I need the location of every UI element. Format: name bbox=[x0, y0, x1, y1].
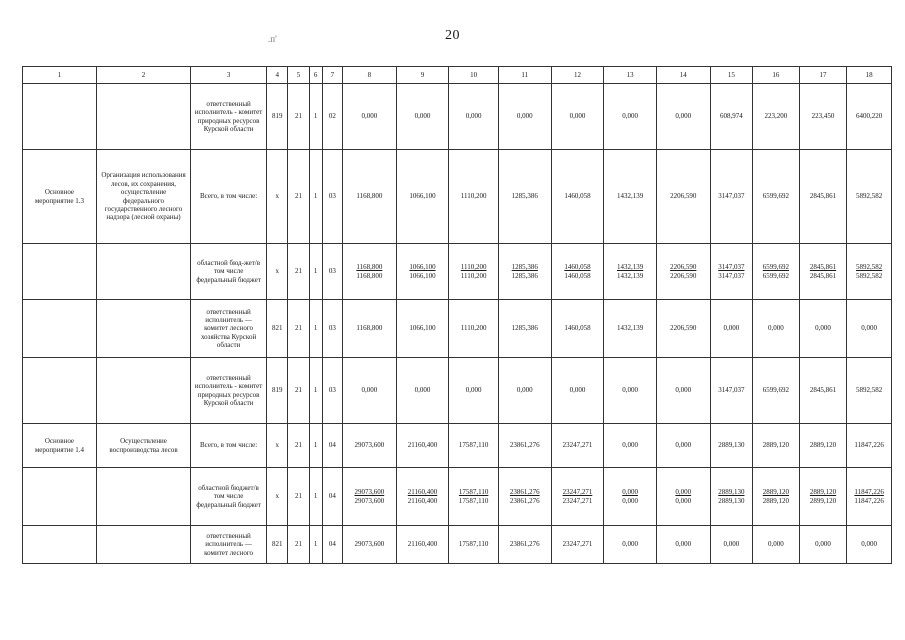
federal-budget-value: 21160,400 bbox=[407, 496, 438, 505]
activity-cell bbox=[23, 244, 97, 300]
description-cell: Организация использования лесов, их сохранения, осуществление федерального государственного лесного надзора (лесной охраны) bbox=[96, 150, 190, 244]
amount-cell: 0,000 bbox=[656, 526, 710, 564]
amount-cell: 0,000 bbox=[656, 358, 710, 424]
amount-cell: 1432,139 bbox=[604, 300, 657, 358]
federal-budget-value: 1460,058 bbox=[564, 271, 591, 280]
amount-cell: 0,000 bbox=[396, 84, 449, 150]
amount-cell bbox=[449, 468, 499, 526]
header-row bbox=[23, 67, 892, 84]
regional-budget-value: 2889,130 bbox=[718, 488, 745, 497]
federal-budget-value: 2845,861 bbox=[809, 271, 837, 280]
amount-cell: 0,000 bbox=[343, 358, 397, 424]
amount-cell: 0,000 bbox=[551, 84, 604, 150]
amount-cell bbox=[847, 244, 892, 300]
description-cell bbox=[96, 84, 190, 150]
regional-budget-value: 29073,600 bbox=[354, 488, 385, 497]
column-header-5: 5 bbox=[288, 67, 309, 84]
amount-cell bbox=[604, 244, 657, 300]
amount-cell: 17587,110 bbox=[449, 526, 499, 564]
amount-cell: 1460,058 bbox=[551, 300, 604, 358]
page-number: 20 bbox=[445, 28, 460, 43]
table-row bbox=[23, 300, 892, 358]
amount-cell bbox=[396, 468, 449, 526]
amount-cell bbox=[656, 244, 710, 300]
column-header-4: 4 bbox=[267, 67, 288, 84]
amount-cell: 3147,037 bbox=[710, 358, 753, 424]
amount-cell bbox=[604, 468, 657, 526]
amount-cell bbox=[710, 468, 753, 526]
amount-cell: 1066,100 bbox=[396, 150, 449, 244]
regional-budget-value: 6599,692 bbox=[762, 263, 790, 272]
amount-cell: 17587,110 bbox=[449, 424, 499, 468]
subsection-code-cell: 1 bbox=[309, 526, 322, 564]
grbs-code-cell: 819 bbox=[267, 358, 288, 424]
column-header-10: 10 bbox=[449, 67, 499, 84]
activity-cell: Основное мероприятие 1.4 bbox=[23, 424, 97, 468]
amount-cell: 223,450 bbox=[799, 84, 847, 150]
regional-budget-value: 2206,590 bbox=[670, 263, 697, 272]
federal-budget-value: 0,000 bbox=[622, 496, 638, 505]
description-cell bbox=[96, 358, 190, 424]
amount-cell: 2206,590 bbox=[656, 150, 710, 244]
amount-cell: 3147,037 bbox=[710, 150, 753, 244]
subsection-code-cell: 1 bbox=[309, 244, 322, 300]
column-header-13: 13 bbox=[604, 67, 657, 84]
section-code-cell: 21 bbox=[288, 526, 309, 564]
activity-cell bbox=[23, 526, 97, 564]
federal-budget-value: 1285,386 bbox=[511, 271, 538, 280]
target-code-cell: 03 bbox=[322, 150, 342, 244]
amount-cell: 0,000 bbox=[710, 526, 753, 564]
target-code-cell: 03 bbox=[322, 300, 342, 358]
federal-budget-value: 2206,590 bbox=[670, 271, 697, 280]
regional-budget-value: 3147,037 bbox=[718, 263, 745, 272]
table-row bbox=[23, 424, 892, 468]
section-code-cell: 21 bbox=[288, 244, 309, 300]
funding-source-cell: областной бюджет/в том числе федеральный бюджет bbox=[191, 468, 267, 526]
regional-budget-value: 21160,400 bbox=[407, 488, 438, 497]
regional-budget-value: 1285,386 bbox=[511, 263, 538, 272]
amount-cell bbox=[799, 468, 847, 526]
amount-cell bbox=[551, 244, 604, 300]
amount-cell bbox=[847, 468, 892, 526]
target-code-cell: 03 bbox=[322, 244, 342, 300]
column-header-17: 17 bbox=[799, 67, 847, 84]
amount-cell: 6599,692 bbox=[753, 358, 800, 424]
amount-cell: 0,000 bbox=[753, 300, 800, 358]
description-cell: Осуществление воспроизводства лесов bbox=[96, 424, 190, 468]
target-code-cell: 04 bbox=[322, 468, 342, 526]
funding-source-cell: ответственный исполнитель — комитет лесного хозяйства Курской области bbox=[191, 300, 267, 358]
amount-cell: 0,000 bbox=[753, 526, 800, 564]
subsection-code-cell: 1 bbox=[309, 84, 322, 150]
section-code-cell: 21 bbox=[288, 424, 309, 468]
regional-budget-value: 2889,120 bbox=[809, 488, 837, 497]
activity-cell bbox=[23, 300, 97, 358]
amount-cell: 1110,200 bbox=[449, 300, 499, 358]
amount-cell: 1066,100 bbox=[396, 300, 449, 358]
federal-budget-value: 2889,130 bbox=[718, 496, 745, 505]
amount-cell: 5892,582 bbox=[847, 150, 892, 244]
activity-cell bbox=[23, 84, 97, 150]
amount-cell bbox=[710, 244, 753, 300]
federal-budget-value: 1066,100 bbox=[409, 271, 436, 280]
federal-budget-value: 11847,226 bbox=[854, 496, 884, 505]
amount-cell: 0,000 bbox=[656, 424, 710, 468]
amount-cell: 0,000 bbox=[847, 300, 892, 358]
column-header-15: 15 bbox=[710, 67, 753, 84]
amount-cell: 11847,226 bbox=[847, 424, 892, 468]
funding-source-cell: Всего, в том числе: bbox=[191, 150, 267, 244]
regional-budget-value: 23247,271 bbox=[562, 488, 593, 497]
amount-cell: 29073,600 bbox=[343, 526, 397, 564]
amount-cell bbox=[753, 468, 800, 526]
federal-budget-value: 1168,800 bbox=[356, 271, 383, 280]
target-code-cell: 04 bbox=[322, 526, 342, 564]
funding-source-cell: Всего, в том числе: bbox=[191, 424, 267, 468]
amount-cell: 0,000 bbox=[449, 84, 499, 150]
section-code-cell: 21 bbox=[288, 300, 309, 358]
federal-budget-value: 29073,600 bbox=[354, 496, 385, 505]
description-cell bbox=[96, 300, 190, 358]
amount-cell: 0,000 bbox=[498, 358, 551, 424]
amount-cell bbox=[498, 468, 551, 526]
amount-cell: 1110,200 bbox=[449, 150, 499, 244]
amount-cell: 23247,271 bbox=[551, 526, 604, 564]
amount-cell: 21160,400 bbox=[396, 424, 449, 468]
amount-cell: 0,000 bbox=[396, 358, 449, 424]
amount-cell bbox=[753, 244, 800, 300]
grbs-code-cell: 821 bbox=[267, 526, 288, 564]
activity-cell bbox=[23, 468, 97, 526]
amount-cell: 1285,386 bbox=[498, 150, 551, 244]
table-row bbox=[23, 244, 892, 300]
section-code-cell: 21 bbox=[288, 358, 309, 424]
amount-cell: 0,000 bbox=[604, 84, 657, 150]
regional-budget-value: 1168,800 bbox=[356, 263, 383, 272]
funding-source-cell: областной бюд-жет/в том числе федеральный бюджет bbox=[191, 244, 267, 300]
amount-cell: 23861,276 bbox=[498, 526, 551, 564]
amount-cell bbox=[343, 468, 397, 526]
amount-cell: 0,000 bbox=[604, 424, 657, 468]
amount-cell: 2845,861 bbox=[799, 150, 847, 244]
table-body bbox=[23, 84, 892, 564]
federal-budget-value: 5892,582 bbox=[856, 271, 883, 280]
federal-budget-value: 1432,139 bbox=[616, 271, 644, 280]
description-cell bbox=[96, 526, 190, 564]
amount-cell: 29073,600 bbox=[343, 424, 397, 468]
column-header-8: 8 bbox=[343, 67, 397, 84]
column-header-2: 2 bbox=[96, 67, 190, 84]
funding-source-cell: ответственный исполнитель - комитет природных ресурсов Курской области bbox=[191, 84, 267, 150]
regional-budget-value: 1110,200 bbox=[460, 263, 487, 272]
federal-budget-value: 2889,120 bbox=[762, 496, 790, 505]
federal-budget-value: 23861,276 bbox=[509, 496, 540, 505]
regional-budget-value: 5892,582 bbox=[856, 263, 883, 272]
funding-source-cell: ответственный исполнитель — комитет лесного bbox=[191, 526, 267, 564]
subsection-code-cell: 1 bbox=[309, 424, 322, 468]
amount-cell: 0,000 bbox=[799, 300, 847, 358]
section-code-cell: 21 bbox=[288, 84, 309, 150]
regional-budget-value: 1460,058 bbox=[564, 263, 591, 272]
amount-cell: 0,000 bbox=[799, 526, 847, 564]
target-code-cell: 02 bbox=[322, 84, 342, 150]
grbs-code-cell: х bbox=[267, 150, 288, 244]
funding-source-cell: ответственный исполнитель - комитет природных ресурсов Курской области bbox=[191, 358, 267, 424]
amount-cell: 0,000 bbox=[551, 358, 604, 424]
table-row bbox=[23, 358, 892, 424]
grbs-code-cell: 819 bbox=[267, 84, 288, 150]
regional-budget-value: 23861,276 bbox=[509, 488, 540, 497]
federal-budget-value: 6599,692 bbox=[762, 271, 790, 280]
column-header-3: 3 bbox=[191, 67, 267, 84]
federal-budget-value: 2899,120 bbox=[809, 496, 837, 505]
grbs-code-cell: х bbox=[267, 244, 288, 300]
amount-cell: 1168,800 bbox=[343, 300, 397, 358]
amount-cell: 2889,120 bbox=[799, 424, 847, 468]
column-header-16: 16 bbox=[753, 67, 800, 84]
amount-cell: 5892,582 bbox=[847, 358, 892, 424]
column-header-11: 11 bbox=[498, 67, 551, 84]
regional-budget-value: 1432,139 bbox=[616, 263, 644, 272]
section-code-cell: 21 bbox=[288, 468, 309, 526]
amount-cell: 0,000 bbox=[343, 84, 397, 150]
target-code-cell: 03 bbox=[322, 358, 342, 424]
subsection-code-cell: 1 bbox=[309, 468, 322, 526]
federal-budget-value: 3147,037 bbox=[718, 271, 745, 280]
amount-cell: 2889,120 bbox=[753, 424, 800, 468]
federal-budget-value: 1110,200 bbox=[460, 271, 487, 280]
amount-cell: 23247,271 bbox=[551, 424, 604, 468]
amount-cell: 0,000 bbox=[604, 526, 657, 564]
amount-cell bbox=[449, 244, 499, 300]
amount-cell: 2845,861 bbox=[799, 358, 847, 424]
column-header-9: 9 bbox=[396, 67, 449, 84]
target-code-cell: 04 bbox=[322, 424, 342, 468]
activity-cell: Основное мероприятие 1.3 bbox=[23, 150, 97, 244]
activity-cell bbox=[23, 358, 97, 424]
amount-cell bbox=[799, 244, 847, 300]
column-header-7: 7 bbox=[322, 67, 342, 84]
budget-table bbox=[22, 66, 892, 564]
grbs-code-cell: х bbox=[267, 468, 288, 526]
amount-cell: 1432,139 bbox=[604, 150, 657, 244]
amount-cell: 0,000 bbox=[656, 84, 710, 150]
grbs-code-cell: х bbox=[267, 424, 288, 468]
amount-cell bbox=[396, 244, 449, 300]
regional-budget-value: 1066,100 bbox=[409, 263, 436, 272]
description-cell bbox=[96, 244, 190, 300]
amount-cell bbox=[498, 244, 551, 300]
column-header-14: 14 bbox=[656, 67, 710, 84]
amount-cell: 23861,276 bbox=[498, 424, 551, 468]
column-header-18: 18 bbox=[847, 67, 892, 84]
federal-budget-value: 17587,110 bbox=[458, 496, 489, 505]
amount-cell: 0,000 bbox=[604, 358, 657, 424]
amount-cell: 0,000 bbox=[498, 84, 551, 150]
subsection-code-cell: 1 bbox=[309, 150, 322, 244]
amount-cell: 1168,800 bbox=[343, 150, 397, 244]
regional-budget-value: 2889,120 bbox=[762, 488, 790, 497]
table-row bbox=[23, 150, 892, 244]
table-row bbox=[23, 468, 892, 526]
column-header-6: 6 bbox=[309, 67, 322, 84]
federal-budget-value: 23247,271 bbox=[562, 496, 593, 505]
regional-budget-value: 0,000 bbox=[675, 488, 692, 497]
regional-budget-value: 2845,861 bbox=[809, 263, 837, 272]
federal-budget-value: 0,000 bbox=[675, 496, 692, 505]
amount-cell bbox=[343, 244, 397, 300]
amount-cell: 0,000 bbox=[710, 300, 753, 358]
amount-cell: 608,974 bbox=[710, 84, 753, 150]
amount-cell: 1285,386 bbox=[498, 300, 551, 358]
subsection-code-cell: 1 bbox=[309, 358, 322, 424]
amount-cell bbox=[656, 468, 710, 526]
table-row bbox=[23, 526, 892, 564]
amount-cell: 223,200 bbox=[753, 84, 800, 150]
amount-cell: 6400,220 bbox=[847, 84, 892, 150]
amount-cell: 2206,590 bbox=[656, 300, 710, 358]
amount-cell bbox=[551, 468, 604, 526]
description-cell bbox=[96, 468, 190, 526]
amount-cell: 2889,130 bbox=[710, 424, 753, 468]
subsection-code-cell: 1 bbox=[309, 300, 322, 358]
regional-budget-value: 0,000 bbox=[622, 488, 638, 497]
amount-cell: 1460,058 bbox=[551, 150, 604, 244]
amount-cell: 21160,400 bbox=[396, 526, 449, 564]
regional-budget-value: 17587,110 bbox=[458, 488, 489, 497]
column-header-1: 1 bbox=[23, 67, 97, 84]
amount-cell: 0,000 bbox=[449, 358, 499, 424]
column-header-12: 12 bbox=[551, 67, 604, 84]
regional-budget-value: 11847,226 bbox=[854, 488, 884, 497]
amount-cell: 0,000 bbox=[847, 526, 892, 564]
grbs-code-cell: 821 bbox=[267, 300, 288, 358]
section-code-cell: 21 bbox=[288, 150, 309, 244]
table-row bbox=[23, 84, 892, 150]
amount-cell: 6599,692 bbox=[753, 150, 800, 244]
margin-mark: .п' bbox=[268, 34, 277, 44]
